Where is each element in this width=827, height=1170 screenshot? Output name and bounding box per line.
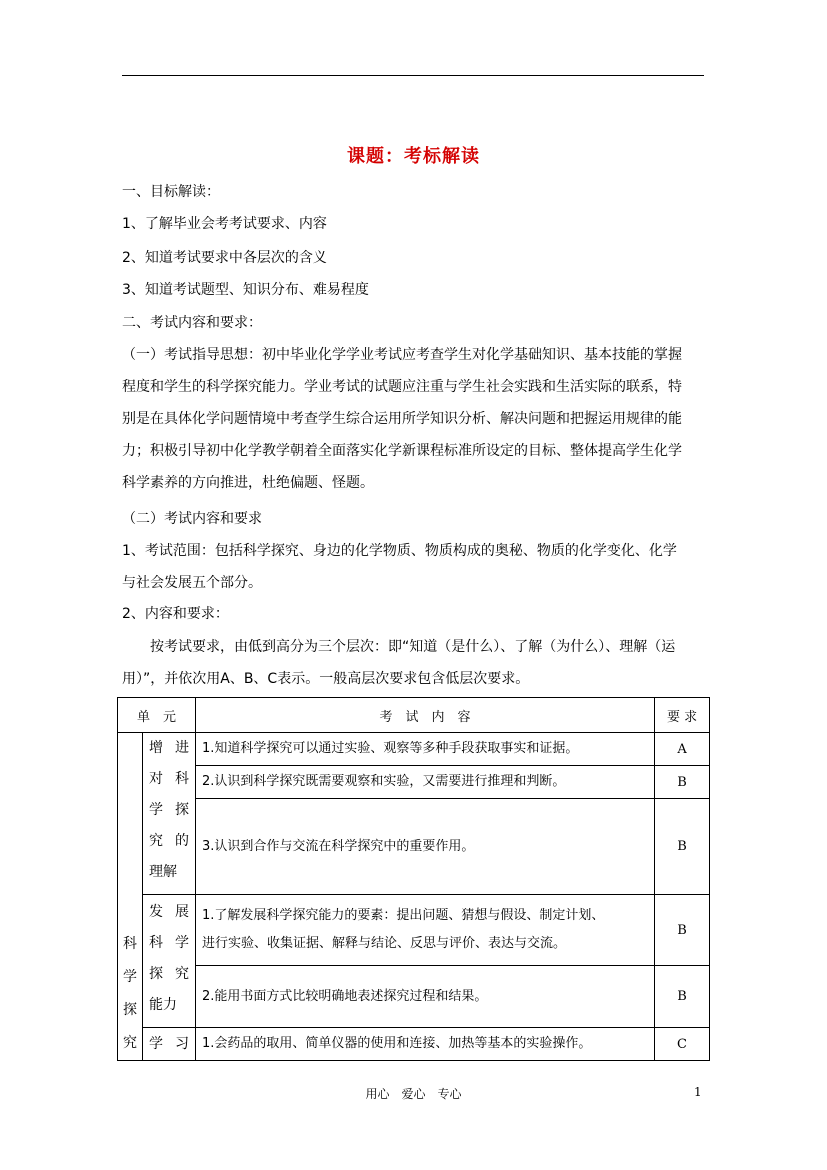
requirement-cell: B	[655, 799, 710, 895]
unit-char: 探	[123, 1002, 137, 1018]
paragraph-line: 别是在具体化学问题情境中考查学生综合运用所学知识分析、解决问题和把握运用规律的能	[122, 411, 682, 427]
subunit-line: 增 进	[149, 740, 189, 756]
paragraph-line: 按考试要求，由低到高分为三个层次：即“知道（是什么）、了解（为什么）、理解（运	[122, 639, 676, 655]
subunit-cell-ability	[143, 895, 196, 1028]
goal-item-3: 3、知道考试题型、知识分布、难易程度	[122, 282, 369, 298]
requirement-cell: B	[655, 895, 710, 966]
content-heading: 2、内容和要求：	[122, 606, 229, 622]
subunit-line: 探 究	[149, 966, 189, 982]
subunit-line: 究 的	[149, 833, 189, 849]
table-row	[118, 966, 710, 1028]
unit-char: 究	[123, 1035, 137, 1051]
unit-char: 科	[123, 936, 137, 952]
header-requirement: 要 求	[655, 698, 710, 733]
section-heading-requirements: 二、考试内容和要求：	[122, 315, 262, 331]
requirement-cell: C	[655, 1028, 710, 1061]
subunit-line: 学 习	[149, 1035, 189, 1052]
requirements-table	[117, 697, 710, 1061]
subunit-line: 学 探	[149, 802, 189, 818]
subunit-line: 科 学	[149, 935, 189, 951]
page-title: 课题：考标解读	[347, 146, 480, 167]
table-row	[118, 766, 710, 799]
goal-item-1: 1、了解毕业会考考试要求、内容	[122, 216, 327, 232]
guiding-idea-paragraph	[122, 339, 704, 499]
paragraph-line: 力；积极引导初中化学教学朝着全面落实化学新课程标准所设定的目标、整体提高学生化学	[122, 443, 682, 459]
paragraph-line: 程度和学生的科学探究能力。学业考试的试题应注重与学生社会实践和生活实际的联系，特	[122, 379, 682, 395]
paragraph-line: 与社会发展五个部分。	[122, 575, 262, 591]
subunit-line: 对 科	[149, 771, 189, 787]
subsection-heading: （二）考试内容和要求	[122, 511, 262, 527]
content-cell	[196, 895, 655, 966]
content-cell: 1.会药品的取用、简单仪器的使用和连接、加热等基本的实验操作。	[196, 1028, 655, 1061]
table-row	[118, 799, 710, 895]
page-number: 1	[694, 1085, 702, 1099]
content-cell: 2.认识到科学探究既需要观察和实验，又需要进行推理和判断。	[196, 766, 655, 799]
page-footer: 用心 爱心 专心	[365, 1087, 462, 1101]
table-header-row	[118, 698, 710, 733]
paragraph-line: 1、考试范围：包括科学探究、身边的化学物质、物质构成的奥秘、物质的化学变化、化学	[122, 543, 677, 559]
scope-paragraph	[122, 535, 704, 599]
requirement-cell: A	[655, 733, 710, 766]
content-cell: 1.知道科学探究可以通过实验、观察等多种手段获取事实和证据。	[196, 733, 655, 766]
content-line: 进行实验、收集证据、解释与结论、反思与评价、表达与交流。	[202, 936, 567, 951]
content-cell: 3.认识到合作与交流在科学探究中的重要作用。	[196, 799, 655, 895]
table-row	[118, 733, 710, 766]
paragraph-line: 用）”，并依次用A、B、C表示。一般高层次要求包含低层次要求。	[122, 671, 530, 687]
requirement-cell: B	[655, 766, 710, 799]
table-row	[118, 1028, 710, 1061]
subunit-line: 理解	[149, 864, 177, 880]
unit-char: 学	[123, 969, 137, 985]
subunit-line: 能力	[149, 997, 177, 1013]
paragraph-line: （一）考试指导思想：初中毕业化学学业考试应考查学生对化学基础知识、基本技能的掌握	[122, 347, 682, 363]
section-heading-goals: 一、目标解读：	[122, 184, 220, 200]
content-line: 1.了解发展科学探究能力的要素：提出问题、猜想与假设、制定计划、	[202, 908, 605, 923]
header-unit: 单 元	[118, 698, 196, 733]
subunit-line: 发 展	[149, 904, 189, 920]
paragraph-line: 科学素养的方向推进，杜绝偏题、怪题。	[122, 475, 374, 491]
subunit-cell-learning	[143, 1028, 196, 1061]
header-rule	[122, 75, 704, 76]
goal-item-2: 2、知道考试要求中各层次的含义	[122, 250, 327, 266]
table-row	[118, 895, 710, 966]
header-content: 考 试 内 容	[196, 698, 655, 733]
requirement-cell: B	[655, 966, 710, 1028]
content-cell: 2.能用书面方式比较明确地表述探究过程和结果。	[196, 966, 655, 1028]
unit-cell-science-inquiry	[118, 733, 143, 1061]
levels-paragraph	[122, 631, 704, 695]
subunit-cell-understanding	[143, 733, 196, 895]
